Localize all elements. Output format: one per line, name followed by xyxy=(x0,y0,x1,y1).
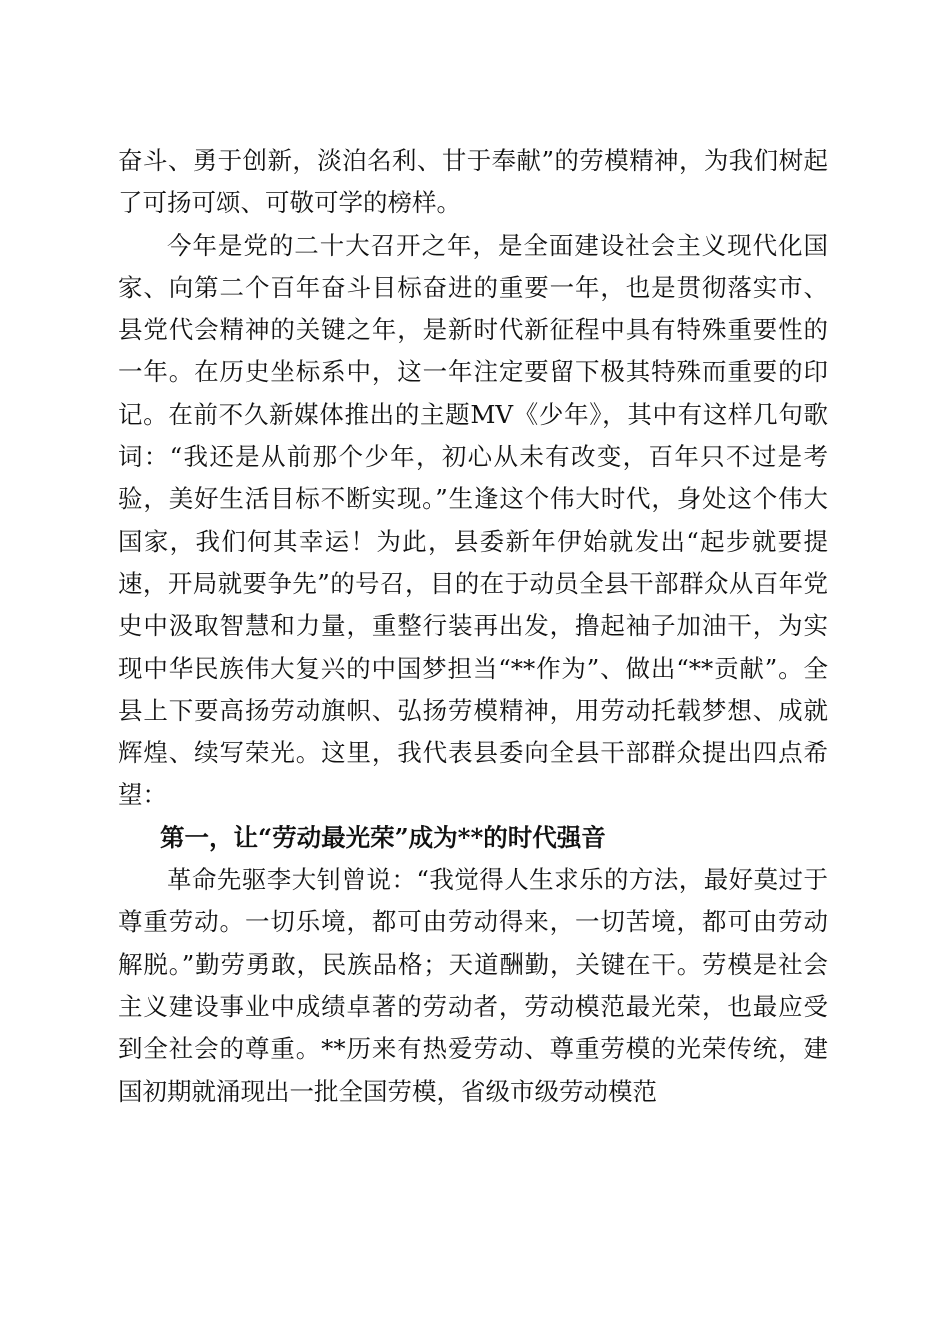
paragraph-body: 今年是党的二十大召开之年，是全面建设社会主义现代化国家、向第二个百年奋斗目标奋进的重要一年，也是贯彻落实市、县党代会精神的关键之年，是新时代新征程中具有特殊重要性的一年。在历史坐标系中，这一年注定要留下极其特殊而重要的印记。在前不久新媒体推出的主题MV《少年》，其中有这样几句歌词：“我还是从前那个少年，初心从未有改变，百年只不过是考验，美好生活目标不断实现。”生逢这个伟大时代，身处这个伟大国家，我们何其幸运！为此，县委新年伊始就发出“起步就要提速，开局就要争先”的号召，目的在于动员全县干部群众从百年党史中汲取智慧和力量，重整行装再出发，撸起袖子加油干，为实现中华民族伟大复兴的中国梦担当“**作为”、做出“**贡献”。全县上下要高扬劳动旗帜、弘扬劳模精神，用劳动托载梦想、成就辉煌、续写荣光。这里，我代表县委向全县干部群众提出四点希望： xyxy=(118,230,828,810)
paragraph-continuation: 奋斗、勇于创新，淡泊名利、甘于奉献”的劳模精神，为我们树起了可扬可颂、可敬可学的榜样。 xyxy=(118,146,828,218)
paragraph-body: 革命先驱李大钊曾说：“我觉得人生求乐的方法，最好莫过于尊重劳动。一切乐境，都可由劳动得来，一切苦境，都可由劳动解脱。”勤劳勇敢，民族品格；天道酬勤，关键在干。劳模是社会主义建设事业中成绩卓著的劳动者，劳动模范最光荣，也最应受到全社会的尊重。**历来有热爱劳动、尊重劳模的光荣传统，建国初期就涌现出一批全国劳模，省级市级劳动模范 xyxy=(118,865,828,1106)
document-body xyxy=(118,140,828,1113)
section-heading: 第一，让“劳动最光荣”成为**的时代强音 xyxy=(160,822,606,852)
